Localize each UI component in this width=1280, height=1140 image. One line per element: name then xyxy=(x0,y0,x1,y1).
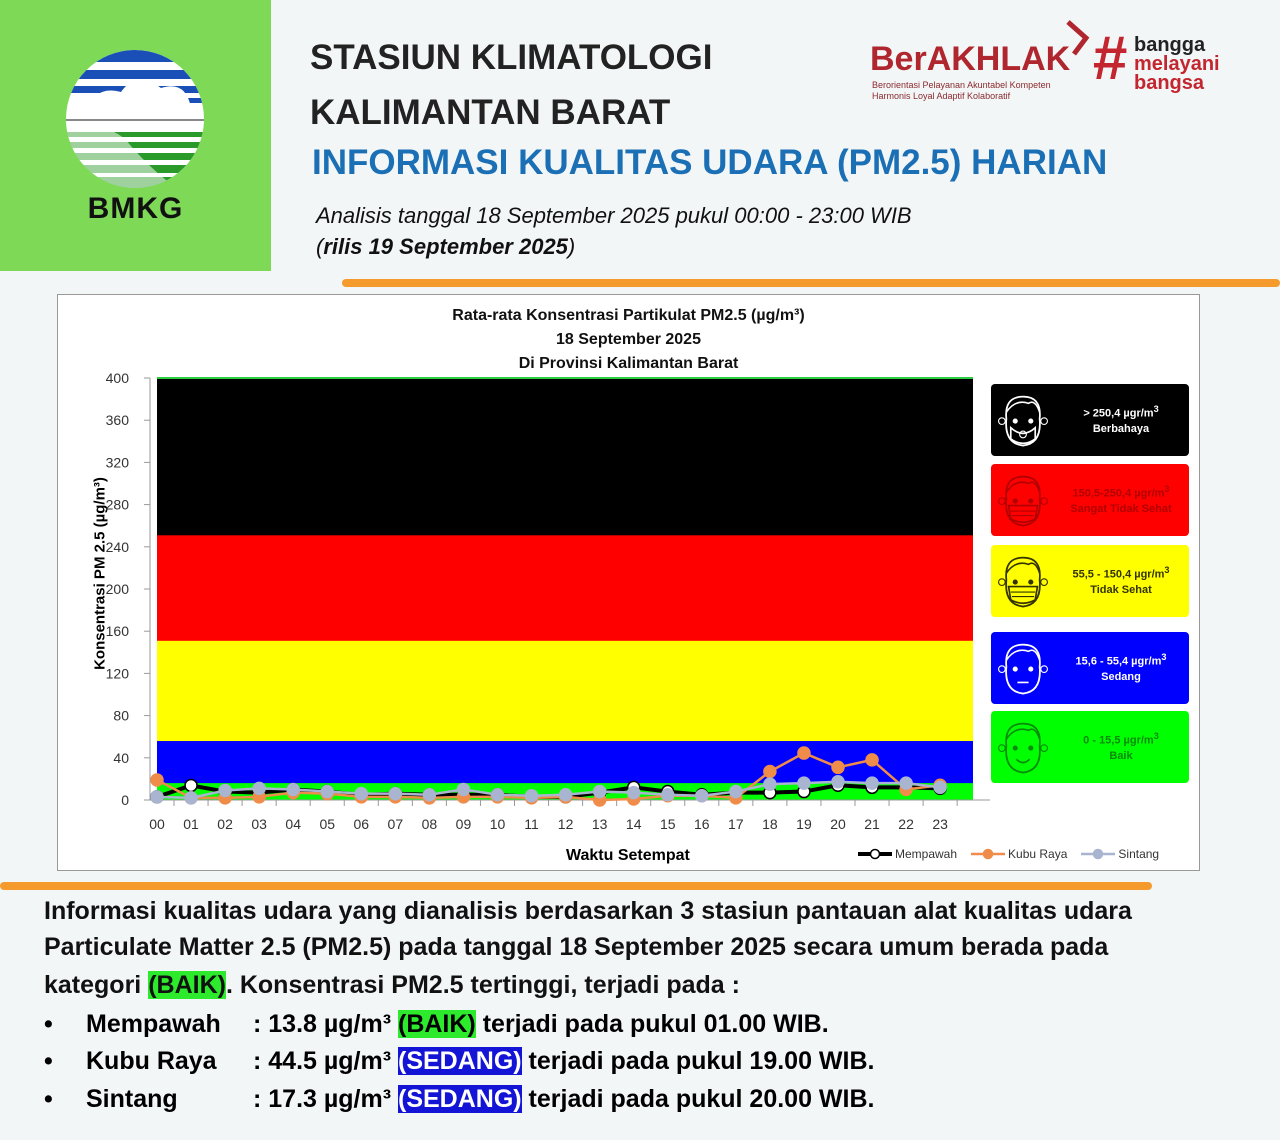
station-name: Sintang xyxy=(86,1085,178,1113)
x-tick-label: 17 xyxy=(728,816,744,832)
data-point xyxy=(832,761,844,773)
data-point xyxy=(560,789,572,801)
y-axis-label: Konsentrasi PM 2.5 (µg/m³) xyxy=(91,477,109,670)
x-tick-label: 13 xyxy=(591,816,608,832)
legend-card-sangat-tidak-sehat xyxy=(991,464,1189,536)
bangga-line3: bangsa xyxy=(1134,72,1205,94)
x-tick-label: 07 xyxy=(387,816,404,832)
data-point xyxy=(423,789,435,801)
legend-item-kubu-raya: Kubu Raya xyxy=(971,847,1067,861)
x-tick-label: 08 xyxy=(421,816,438,832)
x-tick-label: 16 xyxy=(694,816,710,832)
station-peak-value: : 44.5 µg/m³ (SEDANG) terjadi pada pukul 19.00 WIB. xyxy=(253,1047,875,1075)
data-point xyxy=(151,774,163,786)
legend-card-text: > 250,4 µgr/$m^3$ Berbahaya xyxy=(1083,404,1159,435)
chart-subtitle-date: 18 September 2025 xyxy=(556,331,701,348)
x-tick-label: 14 xyxy=(625,816,642,832)
x-tick-label: 19 xyxy=(796,816,812,832)
y-tick-label: 280 xyxy=(105,496,129,513)
x-tick-label: 22 xyxy=(898,816,914,832)
x-tick-label: 18 xyxy=(762,816,778,832)
x-tick-label: 12 xyxy=(557,816,574,832)
category-badge-baik: (BAIK) xyxy=(398,1010,476,1038)
data-point xyxy=(389,788,401,800)
y-tick-label: 40 xyxy=(113,749,129,766)
bullet-icon: • xyxy=(44,1085,53,1113)
x-tick-label: 10 xyxy=(489,816,506,832)
data-point xyxy=(866,754,878,766)
x-tick-label: 00 xyxy=(149,816,165,832)
x-tick-label: 23 xyxy=(932,816,948,832)
neutral-face-icon xyxy=(995,638,1051,703)
x-tick-label: 04 xyxy=(285,816,301,832)
data-point xyxy=(934,781,946,793)
smile-face-icon xyxy=(995,717,1051,782)
band-sedang xyxy=(157,741,973,784)
data-point xyxy=(866,777,878,789)
x-tick-label: 21 xyxy=(864,816,880,832)
data-point xyxy=(900,777,912,789)
x-axis-label: Waktu Setempat xyxy=(566,847,690,864)
summary-line-3: kategori (BAIK). Konsentrasi PM2.5 tertinggi, terjadi pada : xyxy=(44,971,740,999)
bmkg-logo-text: BMKG xyxy=(87,192,184,225)
x-tick-label: 01 xyxy=(183,816,199,832)
station-title-line2: KALIMANTAN BARAT xyxy=(310,93,671,132)
y-tick-label: 400 xyxy=(105,370,129,386)
legend-item-sintang: Sintang xyxy=(1081,847,1159,861)
band-berbahaya xyxy=(157,378,973,536)
berakhlak-tagline-2: Harmonis Loyal Adaptif Kolaboratif xyxy=(872,91,1011,101)
summary-line-2: Particulate Matter 2.5 (PM2.5) pada tanggal 18 September 2025 secara umum berada pada xyxy=(44,933,1109,961)
legend-card-text: 55,5 - 150,4 µgr/$m^3$ Tidak Sehat xyxy=(1072,565,1170,596)
data-point xyxy=(798,747,810,759)
x-tick-label: 20 xyxy=(830,816,846,832)
x-tick-label: 05 xyxy=(319,816,336,832)
y-tick-label: 120 xyxy=(105,665,129,682)
category-badge-baik: (BAIK) xyxy=(148,971,226,999)
data-point xyxy=(832,776,844,788)
chart-title: Rata-rata Konsentrasi Partikulat PM2.5 (µg/m³) xyxy=(452,307,805,324)
legend-item-mempawah: Mempawah xyxy=(858,847,957,861)
legend-card-text: 150,5-250,4 µgr/$m^3$ Sangat Tidak Sehat xyxy=(1070,484,1172,515)
report-title: INFORMASI KUALITAS UDARA (PM2.5) HARIAN xyxy=(312,143,1108,182)
data-point xyxy=(798,777,810,789)
bullet-icon: • xyxy=(44,1047,53,1075)
chart-subtitle-region: Di Provinsi Kalimantan Barat xyxy=(518,355,739,372)
y-tick-label: 200 xyxy=(105,581,129,597)
legend-card-tidak-sehat xyxy=(991,545,1189,617)
hashtag-icon: # xyxy=(1092,24,1127,93)
category-badge-sedang: (SEDANG) xyxy=(398,1085,522,1113)
y-tick-label: 320 xyxy=(105,454,129,471)
x-tick-label: 09 xyxy=(455,816,472,832)
bullet-icon: • xyxy=(44,1010,53,1038)
analysis-period: Analisis tanggal 18 September 2025 pukul 00:00 - 23:00 WIB xyxy=(316,203,912,228)
data-point xyxy=(764,766,776,778)
data-point xyxy=(764,778,776,790)
data-point xyxy=(662,789,674,801)
x-tick-label: 15 xyxy=(659,816,676,832)
data-point xyxy=(696,790,708,802)
band-sangat-tidak-sehat xyxy=(157,535,973,641)
respirator-face-icon xyxy=(995,390,1051,455)
legend-card-text: 0 - 15,5 µgr/$m^3$ Baik xyxy=(1083,731,1159,762)
x-tick-label: 11 xyxy=(524,816,539,832)
x-tick-label: 02 xyxy=(217,816,233,832)
data-point xyxy=(185,779,197,791)
station-peak-value: : 17.3 µg/m³ (SEDANG) terjadi pada pukul 20.00 WIB. xyxy=(253,1085,875,1113)
data-point xyxy=(457,783,469,795)
legend-card-berbahaya xyxy=(991,384,1189,456)
data-point xyxy=(594,786,606,798)
data-point xyxy=(287,783,299,795)
divider-bottom xyxy=(0,882,1152,890)
data-point xyxy=(219,785,231,797)
berakhlak-tagline-1: Berorientasi Pelayanan Akuntabel Kompeten xyxy=(872,80,1051,90)
station-title-line1: STASIUN KLIMATOLOGI xyxy=(310,38,713,77)
summary-line-1: Informasi kualitas udara yang dianalisis berdasarkan 3 stasiun pantauan alat kualitas udara xyxy=(44,897,1132,925)
berakhlak-logo: BerAKHLAK xyxy=(870,40,1071,78)
station-name: Mempawah xyxy=(86,1010,221,1038)
data-point xyxy=(355,788,367,800)
data-point xyxy=(151,791,163,803)
data-point xyxy=(730,786,742,798)
x-tick-label: 06 xyxy=(353,816,370,832)
bangga-line2: melayani xyxy=(1134,53,1220,75)
data-point xyxy=(526,790,538,802)
y-tick-label: 240 xyxy=(105,538,129,555)
x-tick-label: 03 xyxy=(251,816,267,832)
legend-card-text: 15,6 - 55,4 µgr/$m^3$ Sedang xyxy=(1075,652,1167,683)
station-peak-value: : 13.8 µg/m³ (BAIK) terjadi pada pukul 01.00 WIB. xyxy=(253,1010,829,1038)
data-point xyxy=(628,787,640,799)
legend-card-baik xyxy=(991,711,1189,783)
data-point xyxy=(321,786,333,798)
data-point xyxy=(492,789,504,801)
y-tick-label: 160 xyxy=(105,623,129,640)
release-date: (rilis 19 September 2025) xyxy=(316,234,576,259)
data-point xyxy=(185,792,197,804)
category-badge-sedang: (SEDANG) xyxy=(398,1047,522,1075)
station-name: Kubu Raya xyxy=(86,1047,217,1075)
data-point xyxy=(253,782,265,794)
y-tick-label: 80 xyxy=(113,707,129,724)
y-tick-label: 360 xyxy=(105,412,129,429)
legend-card-sedang xyxy=(991,632,1189,704)
mask-sick-face-icon xyxy=(995,470,1051,535)
band-tidak-sehat xyxy=(157,641,973,742)
mask-face-icon xyxy=(995,551,1051,616)
y-tick-label: 0 xyxy=(121,792,129,808)
bangga-line1: bangga xyxy=(1134,34,1206,56)
